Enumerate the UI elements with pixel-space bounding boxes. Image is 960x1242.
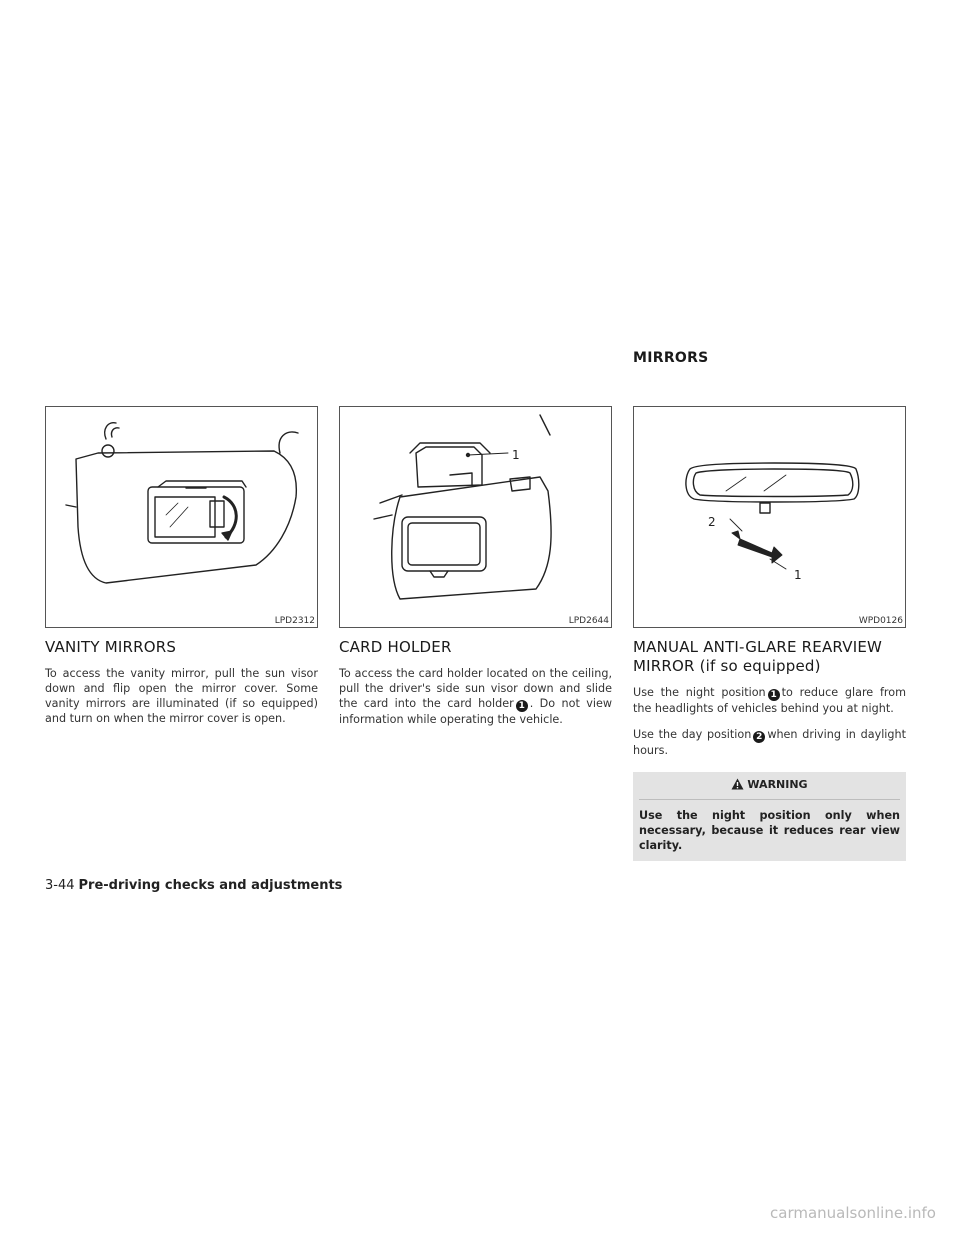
- text-segment: . Do not view information while operating the vehicle.: [339, 697, 612, 726]
- page-footer: [45, 878, 342, 893]
- figure-id: LPD2644: [568, 616, 609, 626]
- text-segment: to reduce glare from the headlights of vehicles behind you at night.: [633, 686, 906, 715]
- rearview-mirror-heading: [633, 638, 906, 676]
- vanity-mirrors-section: [45, 406, 318, 737]
- chapter-title: Pre-driving checks and adjustments: [78, 878, 343, 893]
- day-position-text: [633, 727, 906, 758]
- rearview-mirror-illustration: [634, 407, 905, 627]
- text-segment: Use the day position: [633, 728, 752, 741]
- text-segment: To access the card holder located on the ceiling, pull the driver's side sun visor down and slide the card into the card holder: [339, 667, 612, 710]
- callout-ref: 2: [753, 731, 765, 743]
- rearview-mirror-figure: [633, 406, 906, 628]
- vanity-mirrors-text: To access the vanity mirror, pull the sun visor down and flip open the mirror cover. Some vanity mirrors are illuminated (if so equipped) and turn on when the mirror cover is open.: [45, 667, 318, 725]
- text-segment: Use the night position: [633, 686, 766, 699]
- watermark: carmanualsonline.info: [770, 1204, 936, 1222]
- warning-title-text: WARNING: [747, 778, 808, 791]
- page-number: 3-44: [45, 878, 75, 893]
- figure-id: LPD2312: [274, 616, 315, 626]
- text-segment: when driving in daylight hours.: [633, 728, 906, 757]
- card-holder-section: [339, 406, 612, 738]
- card-holder-heading: CARD HOLDER: [339, 638, 452, 656]
- heading-line: MIRROR (if so equipped): [633, 657, 821, 675]
- warning-box: [633, 772, 906, 861]
- warning-title: [639, 778, 900, 793]
- figure-id: WPD0126: [858, 616, 903, 626]
- vanity-mirrors-heading: VANITY MIRRORS: [45, 638, 177, 656]
- vanity-mirror-figure: [45, 406, 318, 628]
- callout-ref: 1: [516, 700, 528, 712]
- sun-visor-illustration: [46, 407, 317, 627]
- card-holder-text: [339, 666, 612, 727]
- callout-2-label: 2: [708, 515, 716, 529]
- card-holder-figure: [339, 406, 612, 628]
- warning-icon: [731, 778, 744, 793]
- callout-1-label: 1: [794, 568, 802, 582]
- section-header: MIRRORS: [633, 350, 709, 366]
- night-position-text: [633, 685, 906, 716]
- callout-ref: 1: [768, 689, 780, 701]
- rearview-mirror-section: [633, 406, 906, 861]
- warning-body: Use the night position only when necessary, because it reduces rear view clarity.: [639, 799, 900, 853]
- card-holder-illustration: [340, 407, 611, 627]
- callout-1-label: 1: [512, 448, 520, 462]
- heading-line: MANUAL ANTI-GLARE REARVIEW: [633, 638, 883, 656]
